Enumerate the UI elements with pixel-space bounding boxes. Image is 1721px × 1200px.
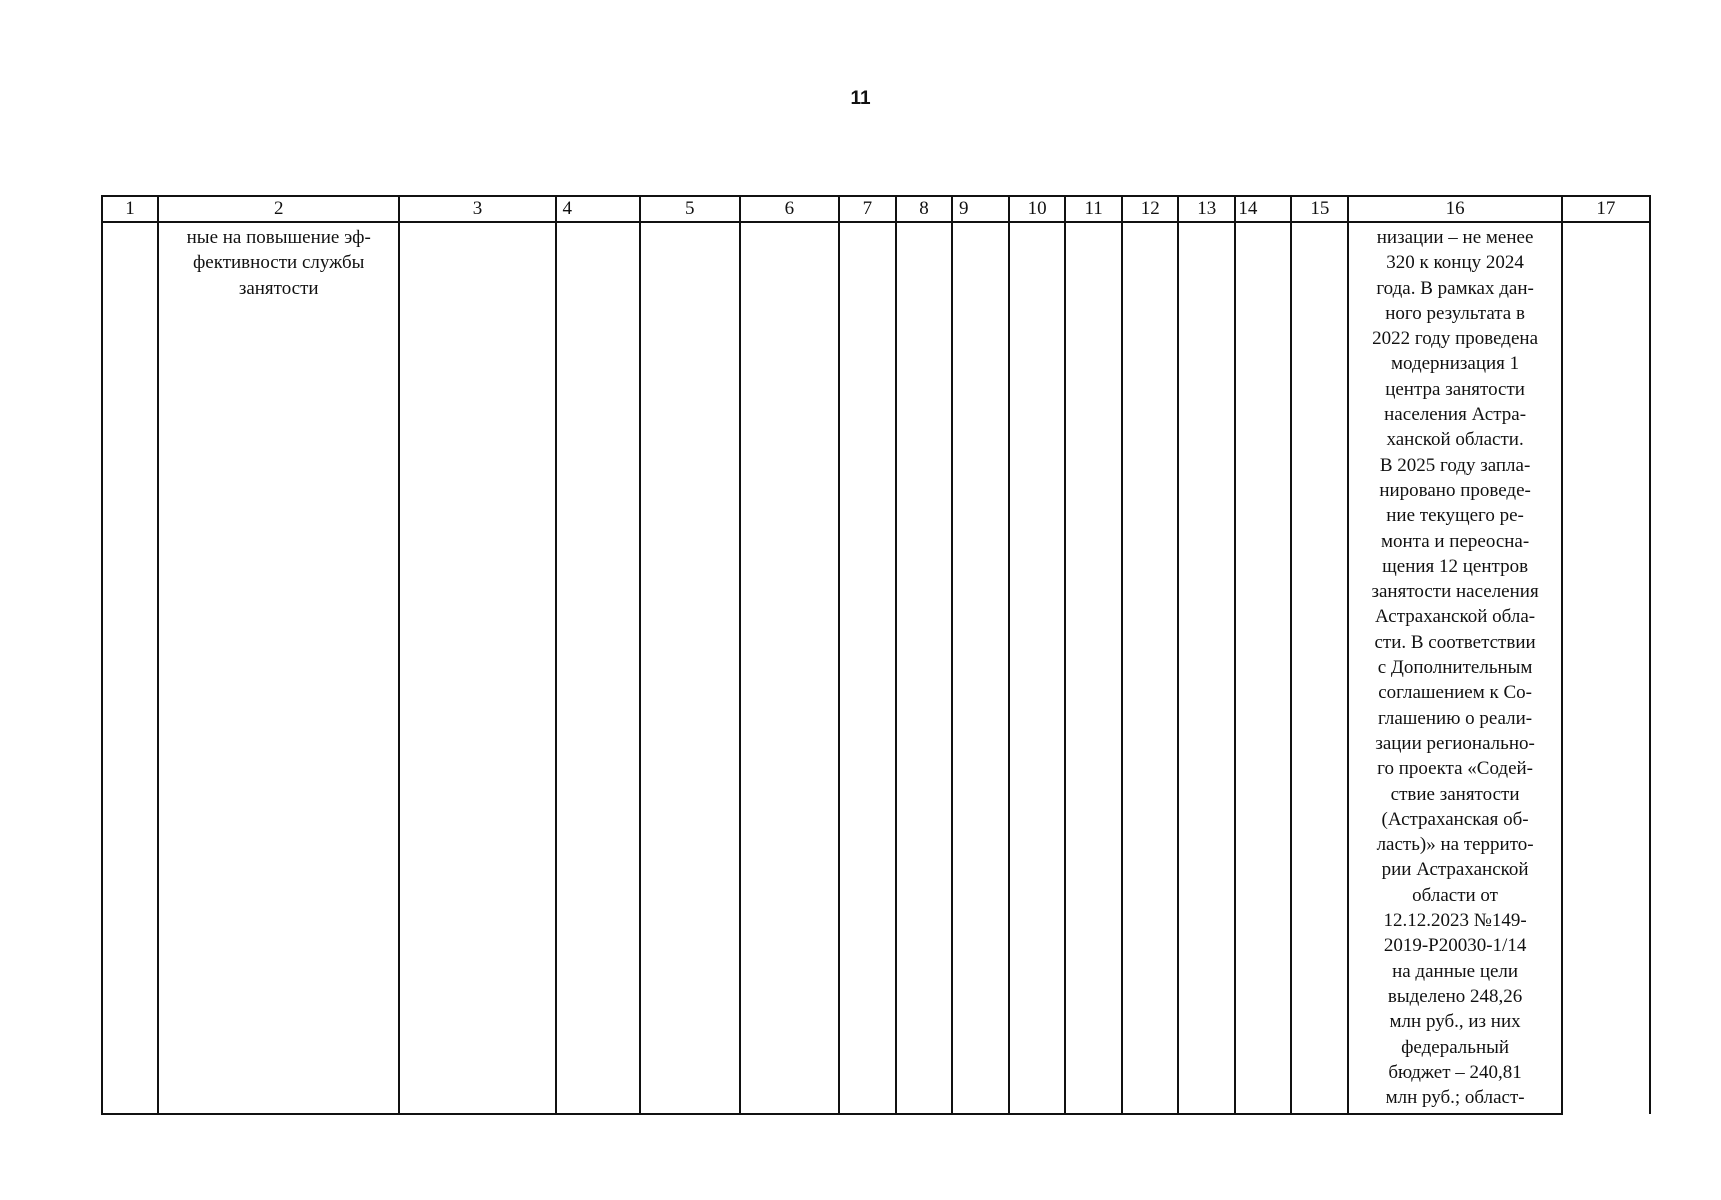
col-16-text-line: ласть)» на террито-	[1376, 834, 1534, 856]
col-16-text	[1349, 223, 1560, 1110]
col-16-text-line: щения 12 центров	[1382, 555, 1529, 577]
column-header-7: 7	[839, 196, 896, 222]
column-header-6: 6	[740, 196, 839, 222]
cell-col-9	[952, 222, 1009, 1114]
column-header-1: 1	[102, 196, 158, 222]
column-header-13: 13	[1178, 196, 1235, 222]
column-header-14: 14	[1235, 196, 1291, 222]
cell-col-16	[1348, 222, 1561, 1114]
column-header-9: 9	[952, 196, 1009, 222]
document-table-wrapper	[101, 195, 1651, 1115]
col-16-text-line: рии Астраханской	[1381, 859, 1529, 881]
cell-col-6	[740, 222, 839, 1114]
col-16-text-line: монта и переосна-	[1380, 530, 1530, 552]
col-16-text-line: 2022 году проведена	[1372, 328, 1539, 350]
col-16-text-line: области от	[1412, 884, 1498, 906]
col-16-text-line: 12.12.2023 №149-	[1383, 910, 1527, 932]
col-16-text-line: ние текущего ре-	[1386, 505, 1524, 527]
col-2-text	[159, 223, 398, 301]
table-row	[102, 222, 1650, 1114]
cell-col-13	[1178, 222, 1235, 1114]
col-16-text-line: сти. В соответствии	[1374, 631, 1536, 653]
page-number: 11	[850, 88, 871, 109]
col-16-text-line: глашению о реали-	[1378, 707, 1533, 729]
cell-col-8	[896, 222, 952, 1114]
col-16-text-line: зации регионально-	[1375, 732, 1535, 754]
col-16-text-line: на данные цели	[1392, 960, 1519, 982]
col-16-text-line: (Астраханская об-	[1381, 808, 1529, 830]
col-16-text-line: населения Астра-	[1384, 404, 1527, 426]
cell-col-5	[640, 222, 740, 1114]
col-16-text-line: 320 к концу 2024	[1386, 252, 1524, 274]
table-header-row	[102, 196, 1650, 222]
column-header-3: 3	[399, 196, 555, 222]
cell-col-14	[1235, 222, 1291, 1114]
document-table	[101, 195, 1651, 1115]
col-16-text-line: года. В рамках дан-	[1376, 277, 1534, 299]
col-16-text-line: соглашением к Со-	[1378, 682, 1532, 704]
cell-col-11	[1065, 222, 1122, 1114]
col-16-text-line: 2019-Р20030-1/14	[1383, 935, 1527, 957]
col-16-text-line: Астраханской обла-	[1375, 606, 1536, 628]
col-2-text-line: занятости	[238, 277, 319, 299]
column-header-8: 8	[896, 196, 952, 222]
col-16-text-line: выделено 248,26	[1387, 985, 1523, 1007]
cell-col-15	[1291, 222, 1348, 1114]
col-16-text-line: млн руб.; област-	[1385, 1087, 1525, 1109]
cell-col-1	[102, 222, 158, 1114]
column-header-12: 12	[1122, 196, 1178, 222]
col-16-text-line: с Дополнительным	[1377, 657, 1533, 679]
col-16-text-line: низации – не менее	[1376, 227, 1534, 248]
column-header-11: 11	[1065, 196, 1122, 222]
cell-col-2	[158, 222, 399, 1114]
cell-col-7	[839, 222, 896, 1114]
column-header-16: 16	[1348, 196, 1561, 222]
cell-col-3	[399, 222, 555, 1114]
cell-col-12	[1122, 222, 1178, 1114]
col-16-text-line: федеральный	[1401, 1036, 1510, 1058]
column-header-5: 5	[640, 196, 740, 222]
col-16-text-line: занятости населения	[1371, 581, 1539, 603]
column-header-4: 4	[556, 196, 640, 222]
col-16-text-line: бюджет – 240,81	[1388, 1061, 1522, 1083]
column-header-10: 10	[1009, 196, 1065, 222]
cell-col-17	[1562, 222, 1650, 1114]
col-16-text-line: нировано проведе-	[1379, 479, 1531, 501]
column-header-15: 15	[1291, 196, 1348, 222]
cell-col-4	[556, 222, 640, 1114]
col-16-text-line: модернизация 1	[1390, 353, 1520, 375]
column-header-2: 2	[158, 196, 399, 222]
col-2-text-line: фективности службы	[192, 252, 365, 274]
col-16-text-line: ного результата в	[1385, 302, 1525, 324]
col-16-text-line: ханской области.	[1386, 429, 1524, 451]
column-header-17: 17	[1562, 196, 1650, 222]
col-16-text-line: го проекта «Содей-	[1377, 758, 1533, 780]
col-16-text-line: центра занятости	[1385, 378, 1525, 400]
col-16-text-line: ствие занятости	[1390, 783, 1520, 805]
cell-col-10	[1009, 222, 1065, 1114]
col-16-text-line: млн руб., из них	[1389, 1011, 1521, 1033]
col-16-text-line: В 2025 году запла-	[1379, 454, 1531, 476]
col-2-text-line: ные на повышение эф-	[186, 227, 371, 248]
